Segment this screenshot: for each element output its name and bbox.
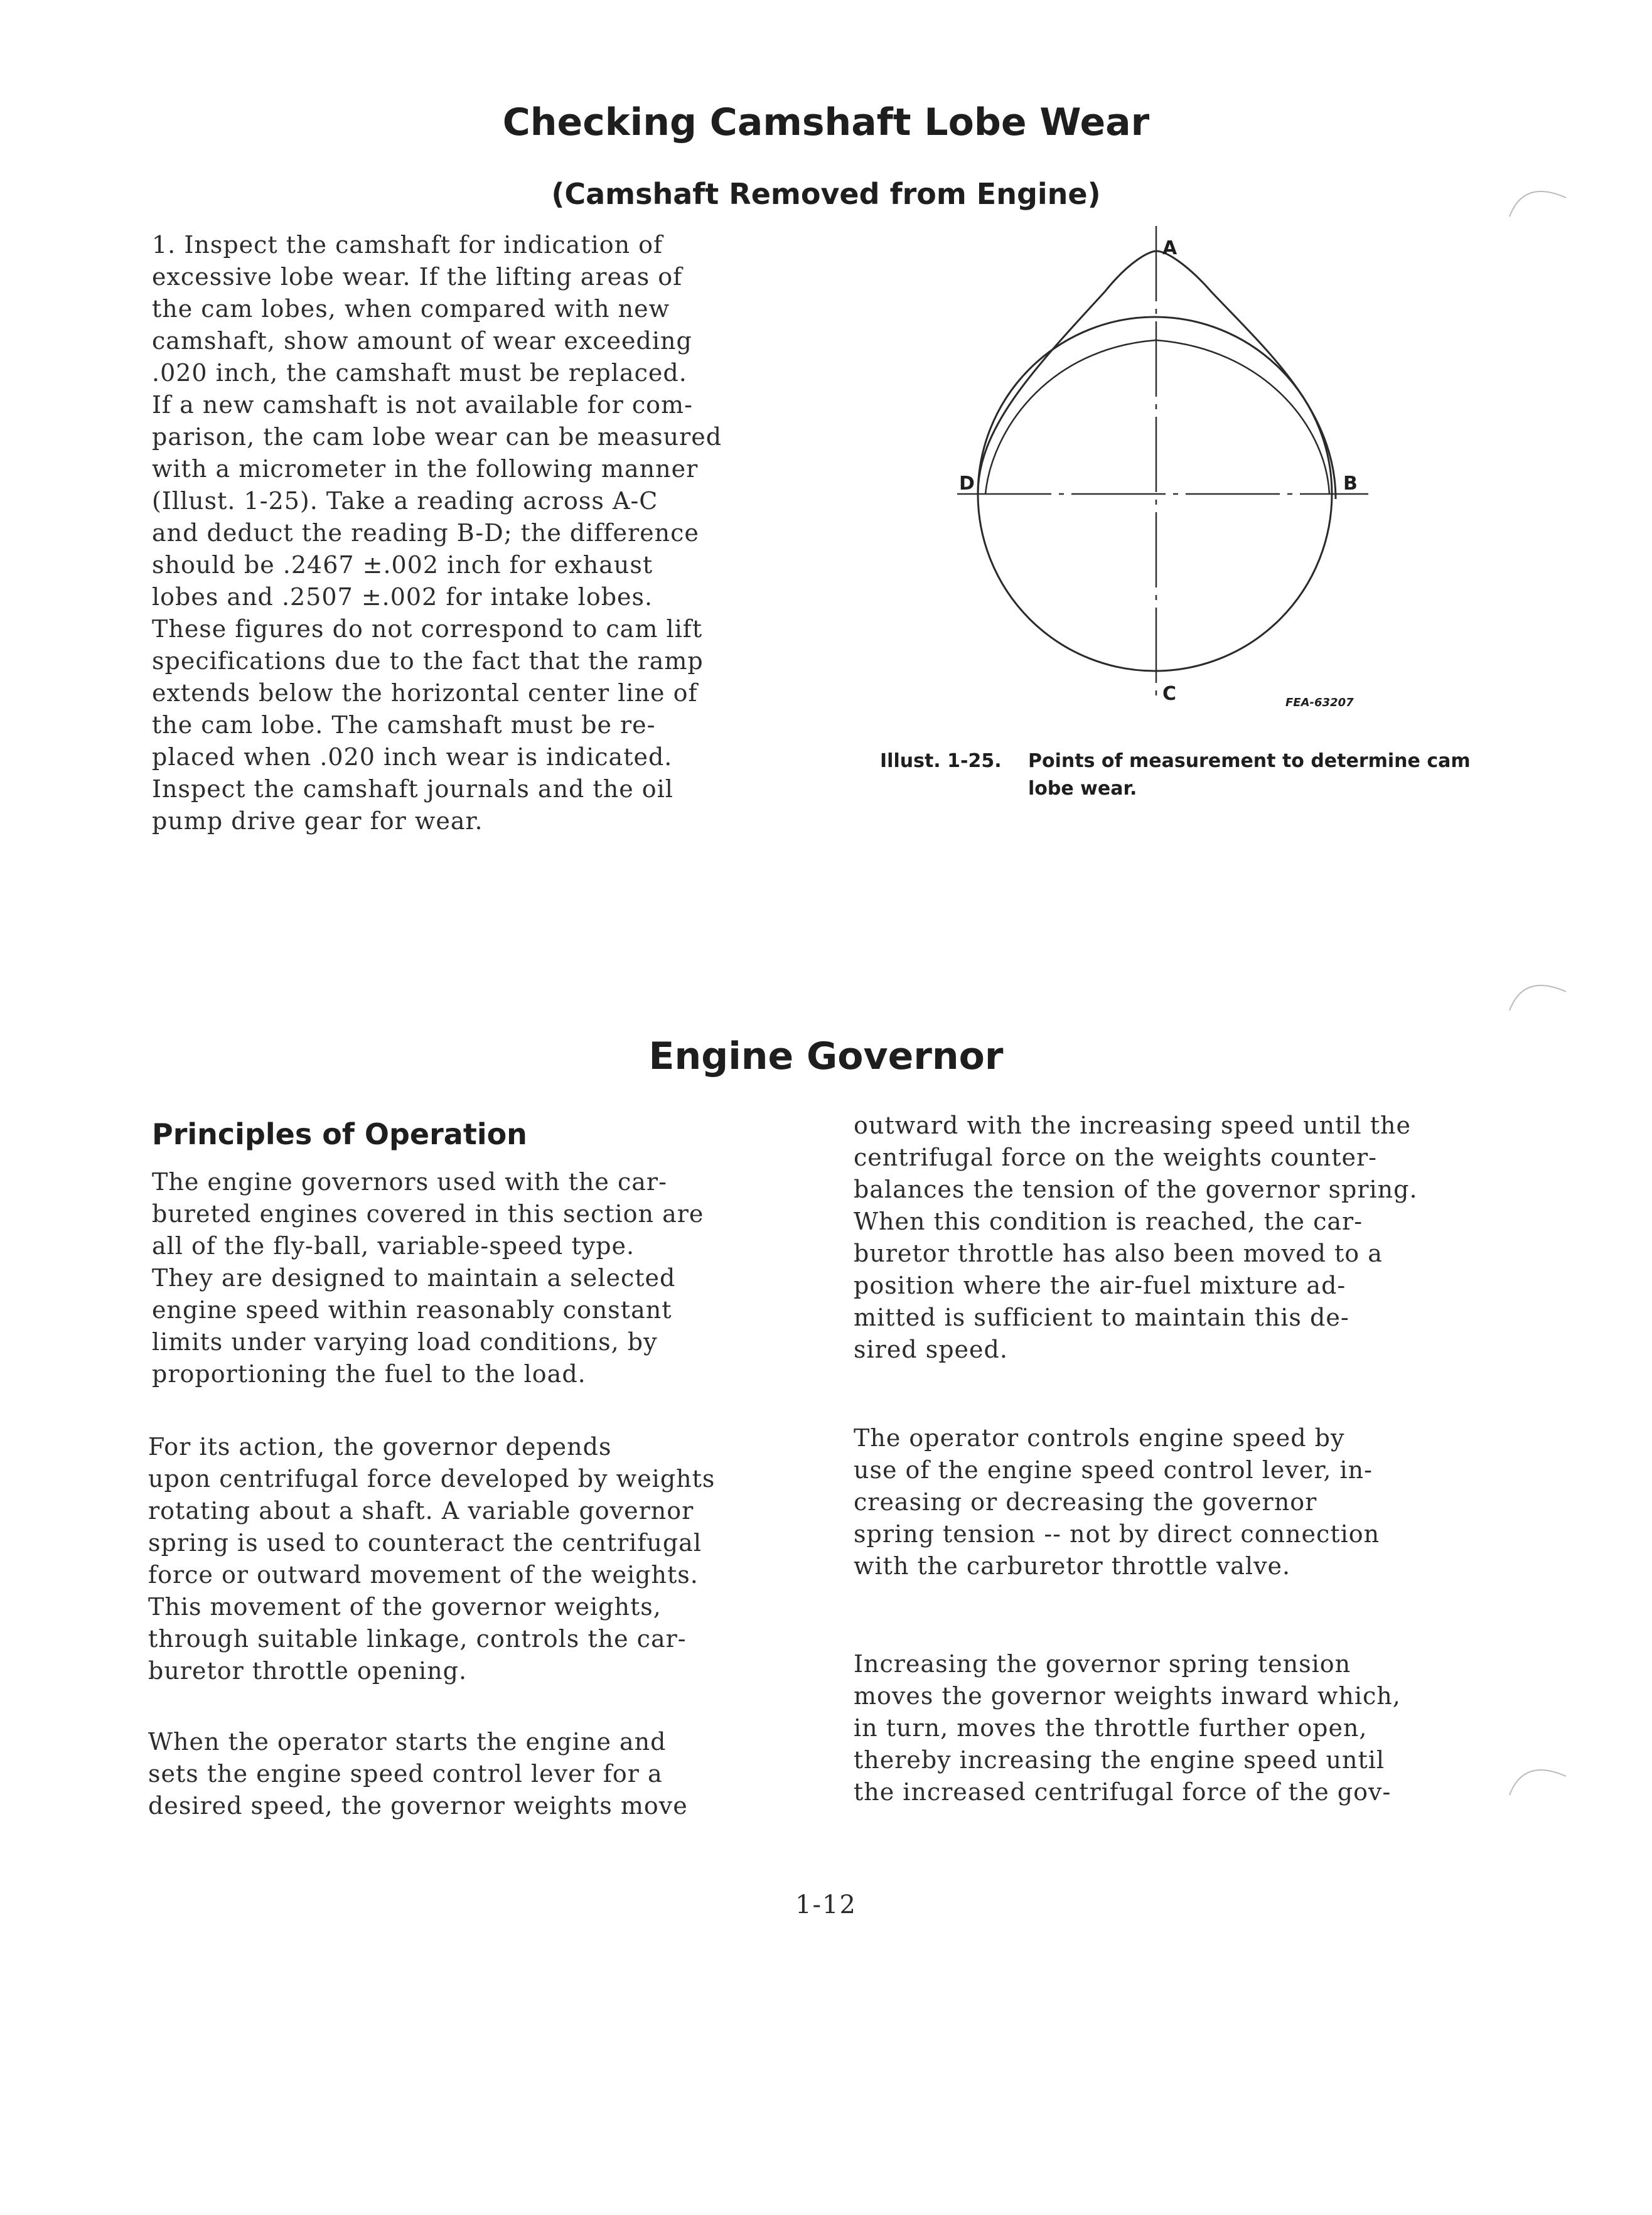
caption-text: Points of measurement to determine cam lobe wear. xyxy=(1028,750,1471,800)
figure-code: FEA-63207 xyxy=(1285,696,1354,709)
right-paragraph-1: outward with the increasing speed until the centrifugal force on the weights counter- balances the tension of the governor spring. When this condition is reached, the car- buretor throttle has also been moved to a position where the air-fuel mixture ad- mitted is sufficient to maintain this de- sired speed. xyxy=(854,1112,1418,1363)
label-a: A xyxy=(1162,237,1177,259)
caption-number: Illust. 1-25. xyxy=(880,750,1002,772)
camshaft-instructions: 1. Inspect the camshaft for indication of excessive lobe wear. If the lifting areas of the cam lobes, when compared with new camshaft, show amount of wear exceeding .020 inch, the camshaft must be replaced. If a new camshaft is not available for com- parison, the cam lobe wear can be measured with a micrometer in the following manner (Illust. 1-25). Take a reading across A-C and deduct the reading B-D; the difference should be .2467 ±.002 inch for exhaust lobes and .2507 ±.002 for intake lobes. These figures do not correspond to cam lift specifications due to the fact that the ramp extends below the horizontal center line of the cam lobe. The camshaft must be re- placed when .020 inch wear is indicated. Inspect the camshaft journals and the oil pump drive gear for wear. xyxy=(152,231,722,835)
figure-caption xyxy=(880,720,1471,803)
section-title-governor: Engine Governor xyxy=(648,1034,1004,1078)
label-d: D xyxy=(959,473,975,495)
section-subtitle-camshaft: (Camshaft Removed from Engine) xyxy=(551,177,1101,211)
binder-hole-mark-bottom xyxy=(1506,1761,1569,1798)
left-paragraph-1: The engine governors used with the car- bureted engines covered in this section are all of the fly-ball, variable-speed type. They are designed to maintain a selected engine speed within reasonably constant limits under varying load conditions, by proportioning the fuel to the load. xyxy=(152,1168,704,1388)
left-paragraph-2: For its action, the governor depends upon centrifugal force developed by weights rotating about a shaft. A variable governor spring is used to counteract the centrifugal force or outward movement of the weights. This movement of the governor weights, through suitable linkage, controls the car- buretor throttle opening. xyxy=(148,1433,716,1685)
page-number: 1-12 xyxy=(795,1891,857,1919)
binder-hole-mark-middle xyxy=(1506,976,1569,1014)
left-paragraph-3: When the operator starts the engine and sets the engine speed control lever for a desired speed, the governor weights move xyxy=(148,1728,688,1820)
label-c: C xyxy=(1162,683,1177,705)
binder-hole-mark-top xyxy=(1506,182,1569,220)
section-title-camshaft: Checking Camshaft Lobe Wear xyxy=(502,100,1150,144)
right-paragraph-3: Increasing the governor spring tension moves the governor weights inward which, in turn, moves the throttle further open, thereby increasing the engine speed until the increased centrifugal force of the gov- xyxy=(854,1650,1401,1806)
subheading-principles: Principles of Operation xyxy=(152,1117,527,1151)
right-paragraph-2: The operator controls engine speed by use of the engine speed control lever, in- creasing or decreasing the governor spring tension -- not by direct connection with the carburetor throttle valve. xyxy=(854,1424,1380,1580)
label-b: B xyxy=(1343,473,1358,495)
cam-lobe-diagram xyxy=(941,223,1393,719)
